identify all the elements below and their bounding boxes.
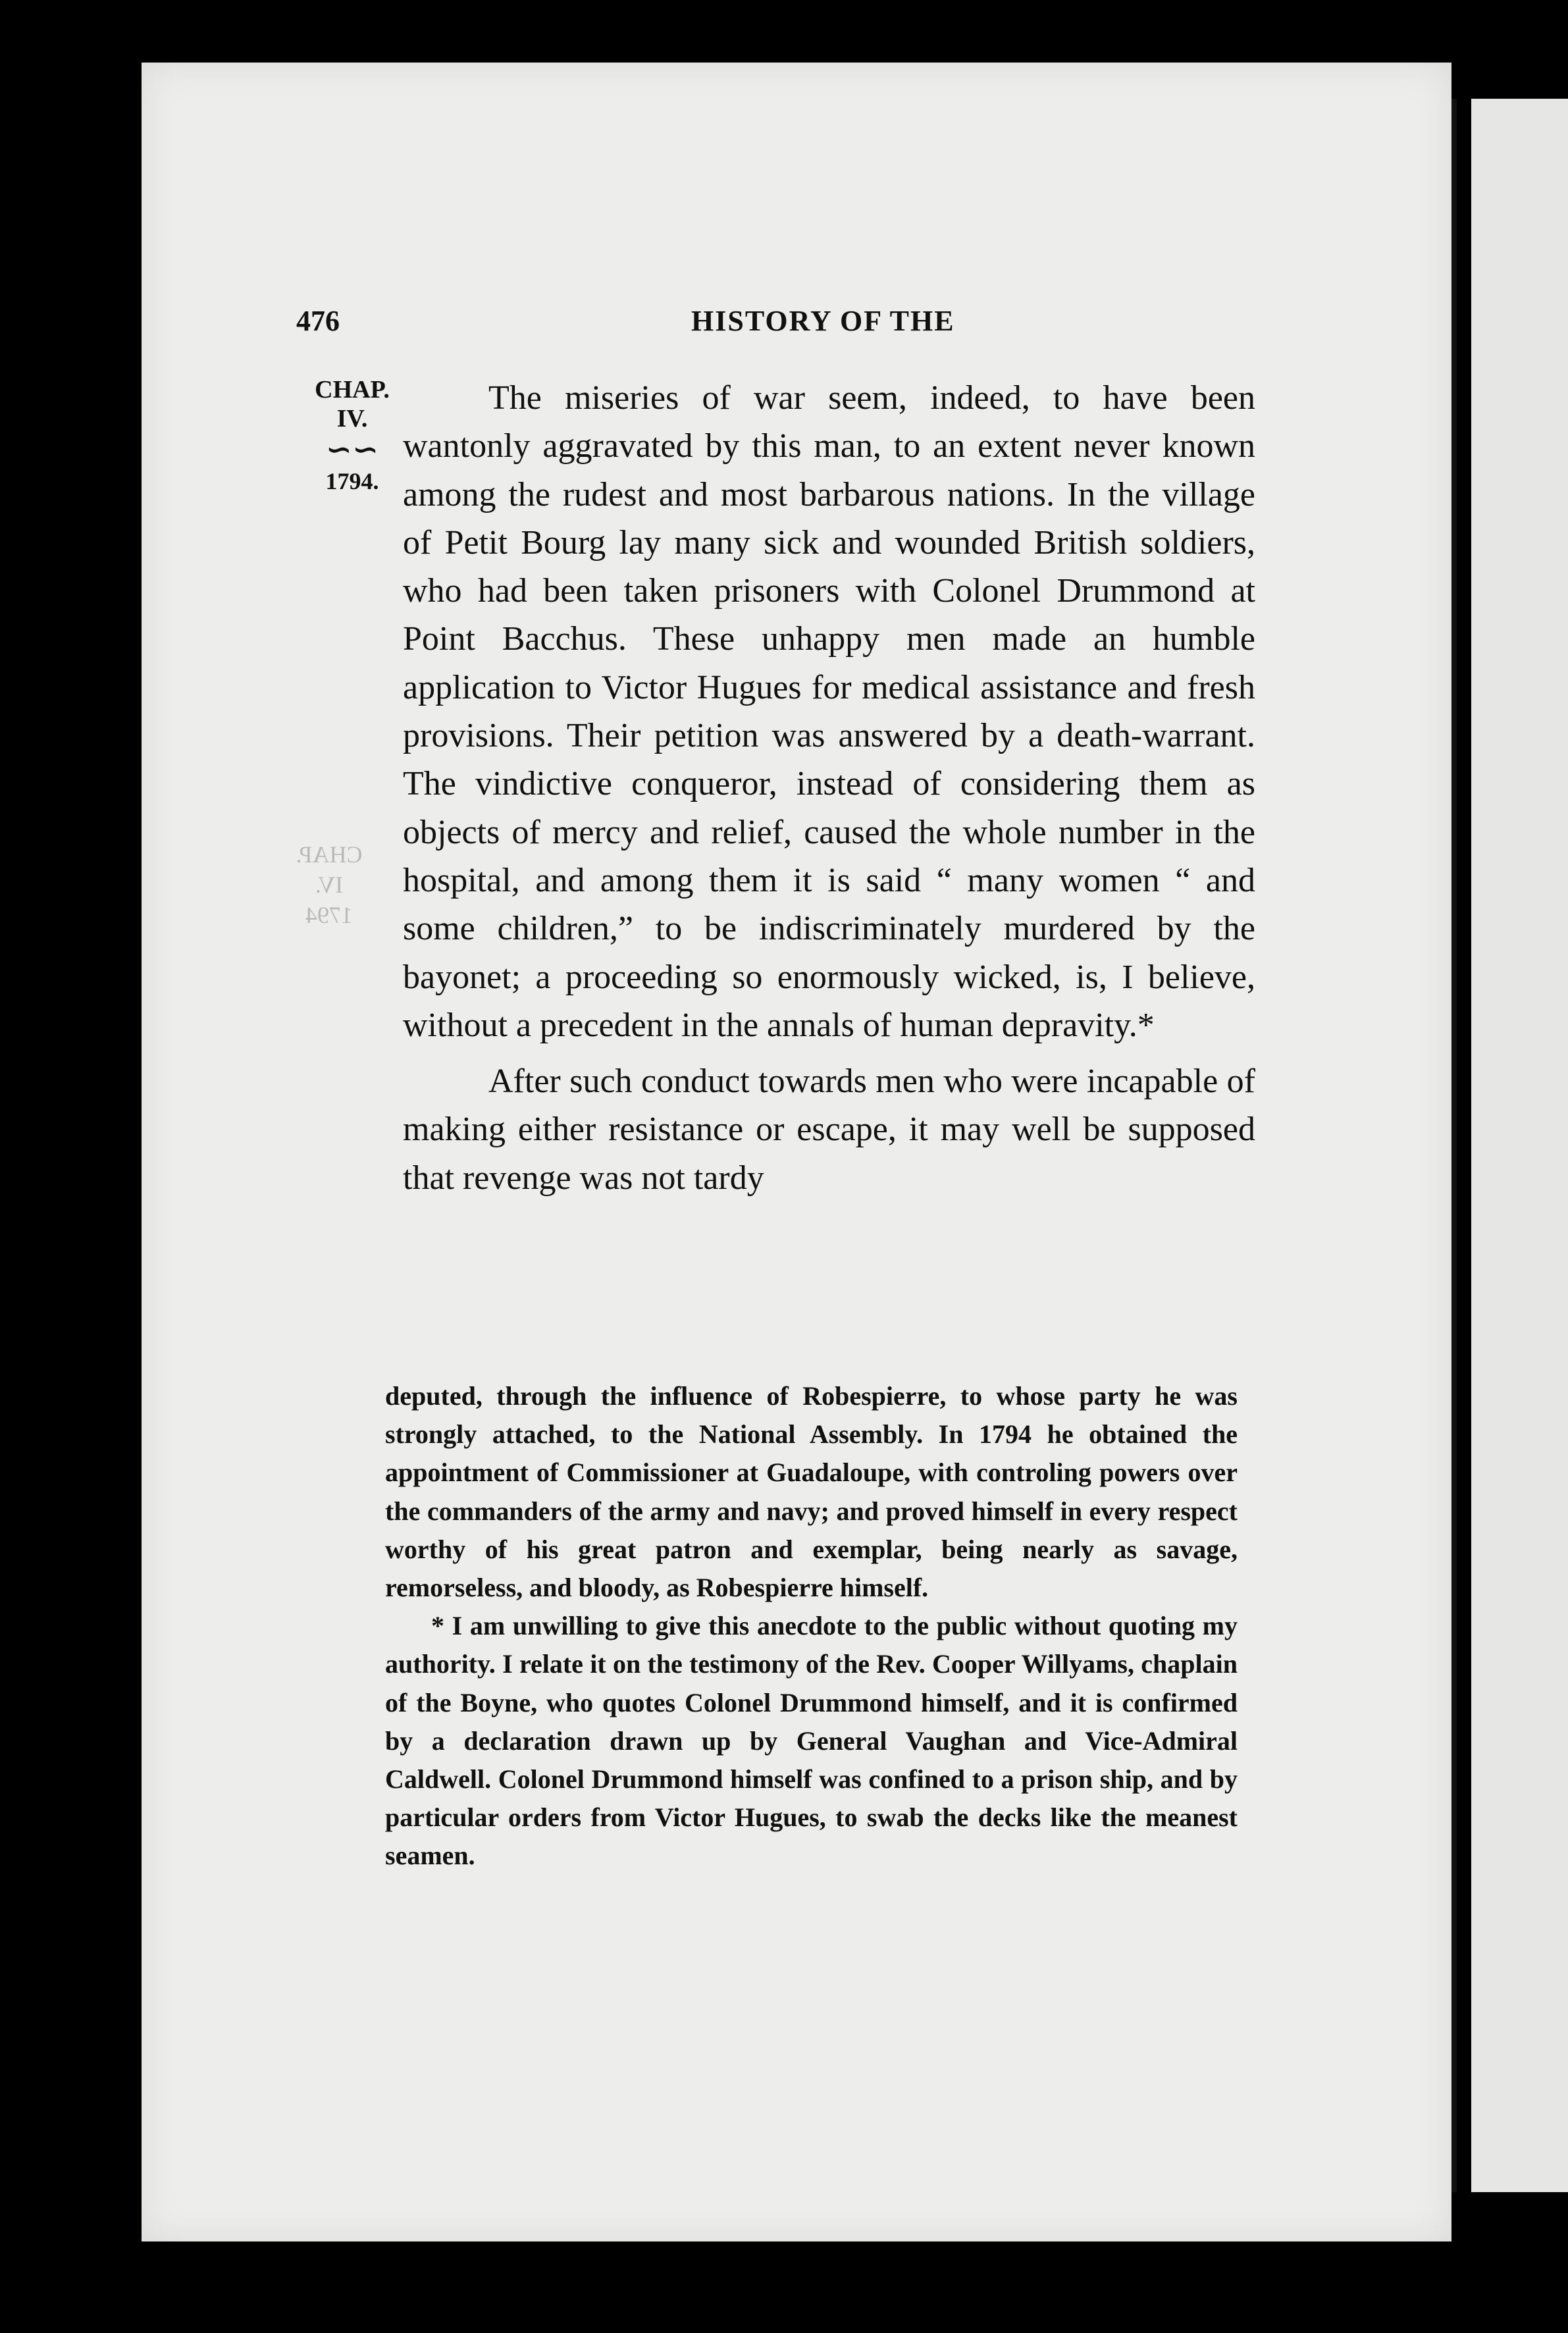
show-through-text: CHAP. IV. 1794 (296, 841, 363, 928)
footnotes (385, 1377, 1238, 1875)
page-number: 476 (296, 305, 340, 337)
chapter-label: CHAP. (315, 376, 390, 404)
ornament-swash: ∽∽ (325, 433, 379, 467)
footnote-continued: deputed, through the influence of Robespierre, to whose party he was strongly attached, to the National Assembly. In 1794 he obtained the appointment of Commissioner at Guadaloupe, with controling powers over the commanders of the army and navy; and proved himself in every respect worthy of his great patron and exemplar, being nearly as savage, remorseless, and bloody, as Robespierre himself. (385, 1381, 1238, 1603)
paragraph: The miseries of war seem, indeed, to have been wantonly aggravated by this man, to an extent never known among the rudest and most barbarous nations. In the village of Petit Bourg lay many sick and wounded British soldiers, who had been taken prisoners with Colonel Drummond at Point Bacchus. These unhappy men made an humble application to Victor Hugues for medical assistance and fresh provisions. Their petition was answered by a death-warrant. The vindictive conqueror, instead of considering them as objects of mercy and relief, caused the whole number in the hospital, and among them it is said “ many women “ and some children,” to be indiscriminately murdered by the bayonet; a proceeding so enormously wicked, is, I believe, without a precedent in the annals of human depravity.* (403, 379, 1255, 1044)
facing-page-edge (1471, 99, 1568, 2192)
margin-year: 1794. (325, 468, 379, 494)
running-head: HISTORY OF THE (691, 305, 955, 337)
page-header (296, 304, 1251, 344)
main-text (403, 374, 1255, 1202)
paragraph: After such conduct towards men who were incapable of making either resistance or escape, it may well be supposed that revenge was not tardy (403, 1062, 1255, 1197)
footnote-star: * I am unwilling to give this anecdote to the public without quoting my authority. I relate it on the testimony of the Rev. Cooper Willyams, chaplain of the Boyne, who quotes Colonel Drummond himself, and it is confirmed by a declaration drawn up by General Vaughan and Vice-Admiral Caldwell. Colonel Drummond himself was confined to a prison ship, and by particular orders from Victor Hugues, to swab the decks like the meanest seamen. (385, 1611, 1238, 1871)
chapter-number: IV. (336, 405, 368, 433)
margin-note (303, 375, 402, 495)
